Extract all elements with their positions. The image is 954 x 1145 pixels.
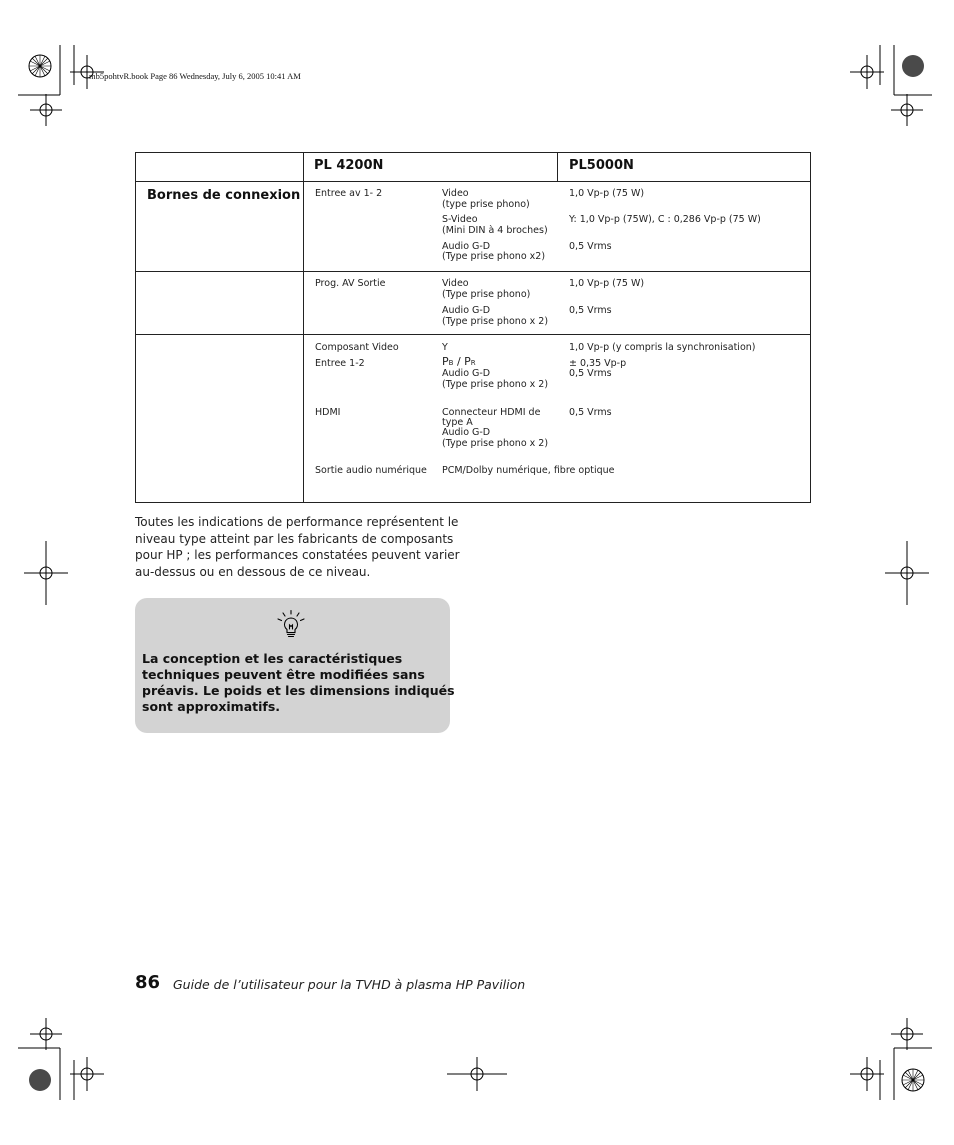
starburst-top-left <box>29 55 51 77</box>
s3-audio-signal: Audio G-D <box>442 368 491 379</box>
s3-audio-value: 0,5 Vrms <box>569 368 612 379</box>
print-header: mb5pohtvR.book Page 86 Wednesday, July 6, 2005 10:41 AM <box>89 71 301 81</box>
s1-type-2: (Type prise phono x2) <box>442 251 546 262</box>
s3-pb-pr-value: ± 0,35 Vp-p <box>569 358 627 369</box>
header-pl4200n: PL 4200N <box>314 158 384 173</box>
s1-signal-1: S-Video <box>442 214 478 225</box>
footer-title: Guide de l’utilisateur pour la TVHD à plasma HP Pavilion <box>173 977 526 992</box>
row-label: Bornes de connexion <box>147 188 301 203</box>
section3-name2: Entree 1-2 <box>315 358 365 369</box>
s1-value-0: 1,0 Vp-p (75 W) <box>569 188 645 199</box>
s3-y-value: 1,0 Vp-p (y compris la synchronisation) <box>569 342 756 353</box>
s3-pb-pr: PB / PR <box>442 355 476 368</box>
s3-hdmi-audio: Audio G-D <box>442 427 491 438</box>
note-text: La conception et les caractéristiques techniques peuvent être modifiées sans préavis. Le poids et les dimensions indiqués sont approximatifs. <box>142 651 455 714</box>
s3-hdmi-audio-type: (Type prise phono x 2) <box>442 438 549 449</box>
section2-name: Prog. AV Sortie <box>315 278 386 289</box>
s1-type-1: (Mini DIN à 4 broches) <box>442 225 548 236</box>
performance-paragraph: Toutes les indications de performance représentent le niveau type atteint par les fabricants de composants pour HP ; les performances constatées peuvent varier au-dessus ou en dessous de ce niveau. <box>135 515 460 579</box>
s2-signal-1: Audio G-D <box>442 305 491 316</box>
s1-signal-2: Audio G-D <box>442 241 491 252</box>
starburst-bottom-right <box>902 1069 924 1091</box>
s3-y-label: Y <box>442 342 448 353</box>
page-number: 86 <box>135 972 161 993</box>
s2-value-1: 0,5 Vrms <box>569 305 612 316</box>
section1-name: Entree av 1- 2 <box>315 188 383 199</box>
s3-hdmi-name: HDMI <box>315 407 341 418</box>
s2-value-0: 1,0 Vp-p (75 W) <box>569 278 645 289</box>
s3-digital-name: Sortie audio numérique <box>315 465 427 476</box>
s3-hdmi-connector-2: type A <box>442 417 473 428</box>
note-box <box>135 598 455 733</box>
s3-digital-value: PCM/Dolby numérique, fibre optique <box>442 465 615 476</box>
s1-type-0: (type prise phono) <box>442 199 530 210</box>
s2-type-0: (Type prise phono) <box>442 289 531 300</box>
s1-value-1: Y: 1,0 Vp-p (75W), C : 0,286 Vp-p (75 W) <box>569 214 761 225</box>
spec-table <box>135 152 811 503</box>
section3-name1: Composant Video <box>315 342 399 353</box>
header-pl5000n: PL5000N <box>569 158 634 173</box>
s1-signal-0: Video <box>442 188 469 199</box>
s3-hdmi-value: 0,5 Vrms <box>569 407 612 418</box>
s3-hdmi-connector-1: Connecteur HDMI de <box>442 407 541 418</box>
s2-signal-0: Video <box>442 278 469 289</box>
s2-type-1: (Type prise phono x 2) <box>442 316 549 327</box>
lightbulb-icon <box>276 609 306 643</box>
s3-audio-type: (Type prise phono x 2) <box>442 379 549 390</box>
s1-value-2: 0,5 Vrms <box>569 241 612 252</box>
